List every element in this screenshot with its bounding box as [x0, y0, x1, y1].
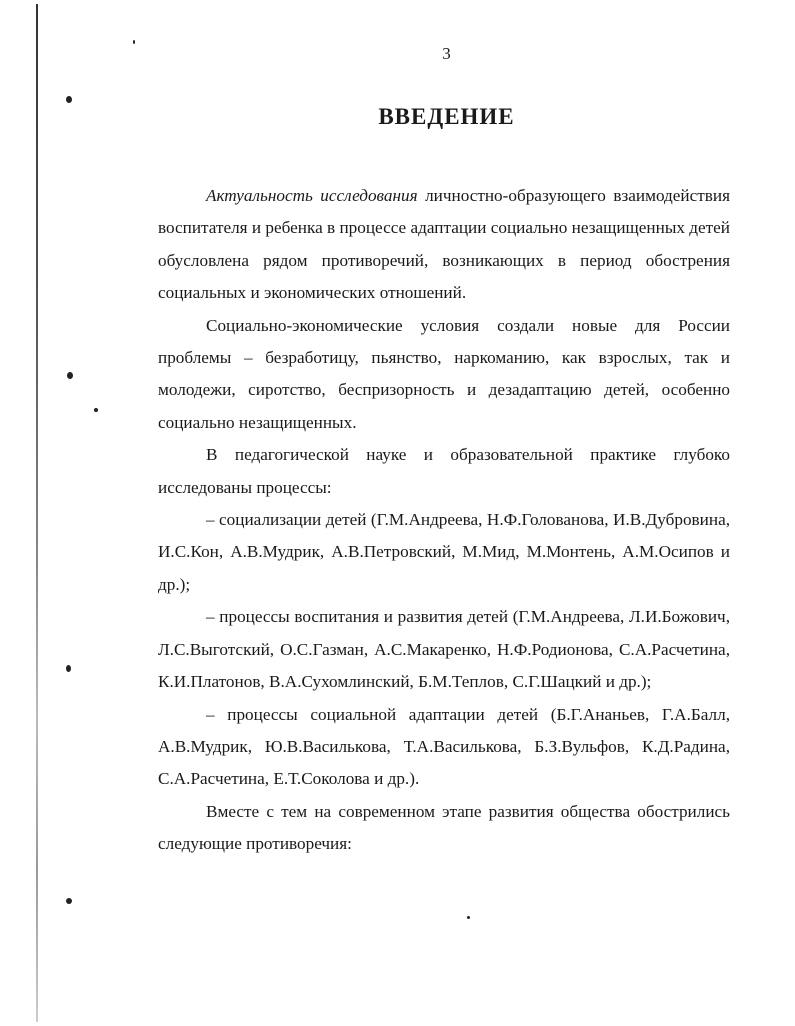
list-item: – социализации детей (Г.М.Андреева, Н.Ф.Голованова, И.В.Дубровина, И.С.Кон, А.В.Мудрик, А.В.Петровский, М.Мид, М.Монтень, А.М.Осипов и др.);: [158, 510, 730, 594]
scan-speck: [467, 916, 470, 919]
paragraph-text: личностно-образующего взаимодействия воспитателя и ребенка в процессе адаптации социально незащищенных детей обусловлена рядом противоречий, возникающих в период обострения социальных и экономических отношений.: [158, 186, 730, 303]
scan-speck: [94, 408, 98, 412]
scan-margin-line: [36, 4, 38, 1022]
scan-speck: [66, 96, 72, 103]
body-text: [158, 180, 730, 861]
scan-speck: [66, 665, 71, 672]
paragraph-lead: Актуальность исследования: [206, 186, 418, 205]
paragraph-relevance: [158, 180, 730, 310]
paragraph: Социально-экономические условия создали новые для России проблемы – безработицу, пьянство, наркоманию, как взрослых, так и молодежи, сиротство, беспризорность и дезадаптацию детей, особенно социально незащищенных.: [158, 315, 730, 432]
scan-speck: [67, 372, 73, 379]
paragraph: Вместе с тем на современном этапе развития общества обострились следующие противоречия:: [158, 801, 730, 854]
paragraph: В педагогической науке и образовательной практике глубоко исследованы процессы:: [158, 445, 730, 497]
list-item: – процессы социальной адаптации детей (Б.Г.Ананьев, Г.А.Балл, А.В.Мудрик, Ю.В.Василькова, Т.А.Василькова, Б.З.Вульфов, К.Д.Радина, С.А.Расчетина, Е.Т.Соколова и др.).: [158, 704, 730, 789]
list-item: – процессы воспитания и развития детей (Г.М.Андреева, Л.И.Божович, Л.С.Выготский, О.С.Газман, А.С.Макаренко, Н.Ф.Родионова, С.А.Расчетина, К.И.Платонов, В.А.Сухомлинский, Б.М.Теплов, С.Г.Шацкий и др.);: [158, 607, 730, 692]
section-heading: ВВЕДЕНИЕ: [378, 104, 515, 129]
scan-speck: [66, 898, 72, 904]
page-number: 3: [442, 44, 451, 63]
